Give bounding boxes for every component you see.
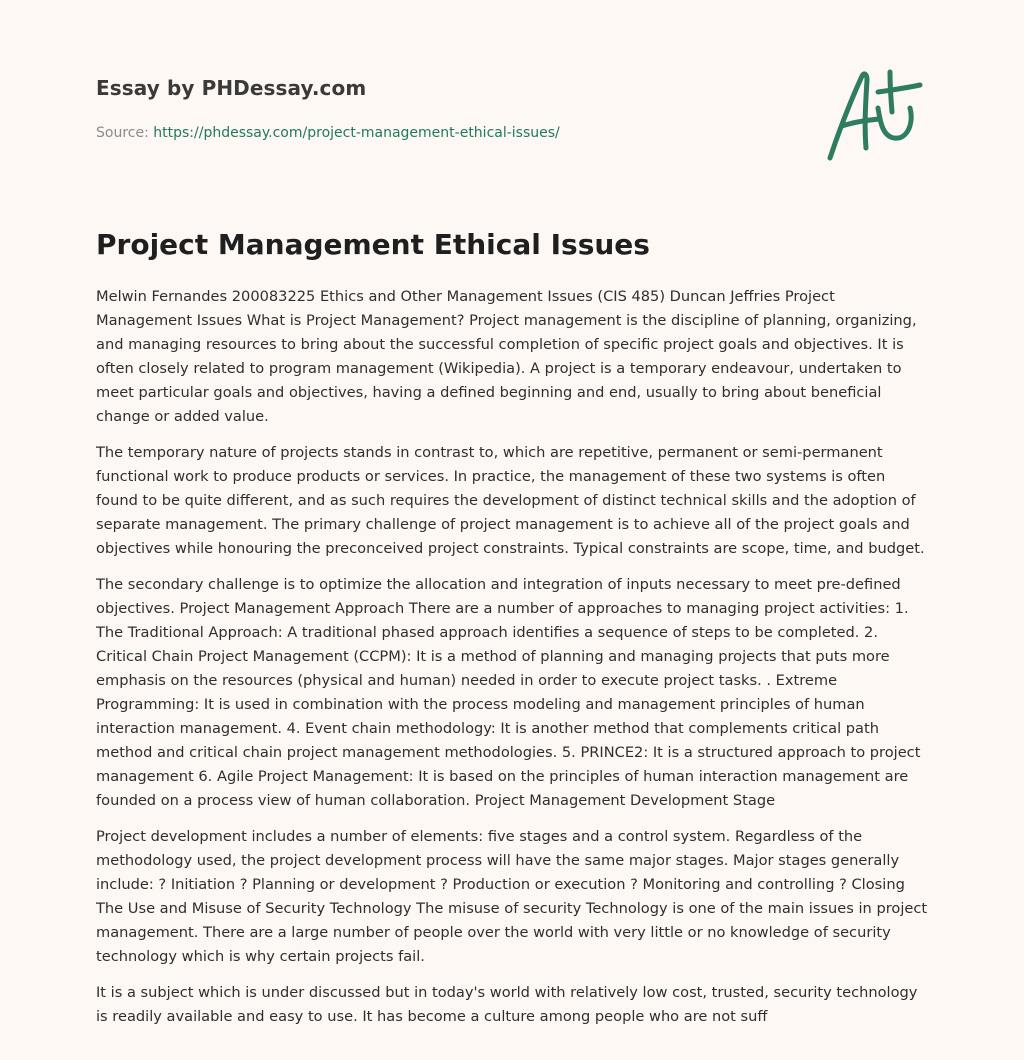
source-line	[96, 125, 560, 141]
essay-paragraph: The temporary nature of projects stands in contrast to, which are repetitive, permanent or semi-permanent functional work to produce products or services. In practice, the management of these two systems is often found to be quite different, and as such requires the development of distinct technical skills and the adoption of separate management. The primary challenge of project management is to achieve all of the project goals and objectives while honouring the preconceived project constraints. Typical constraints are scope, time, and budget.	[96, 444, 925, 557]
essay-paragraph: Project development includes a number of elements: five stages and a control system. Regardless of the methodology used, the project development process will have the same major stages. Major stages generally include: ? Initiation ? Planning or development ? Production or execution ? Monitoring and controlling ? Closing The Use and Misuse of Security Technology The misuse of security Technology is one of the main issues in project management. There are a large number of people over the world with very little or no knowledge of security technology which is why certain projects fail.	[96, 828, 928, 965]
essay-paragraph: The secondary challenge is to optimize the allocation and integration of inputs necessary to meet pre-defined objectives. Project Management Approach There are a number of approaches to managing project activities: 1. The Traditional Approach: A traditional phased approach identifies a sequence of steps to be completed. 2. Critical Chain Project Management (CCPM): It is a method of planning and managing projects that puts more emphasis on the resources (physical and human) needed in order to execute project tasks. . Extreme Programming: It is used in combination with the process modeling and management principles of human interaction management. 4. Event chain methodology: It is another method that complements critical path method and critical chain project management methodologies. 5. PRINCE2: It is a structured approach to project management 6. Agile Project Management: It is based on the principles of human interaction management are founded on a process view of human collaboration. Project Management Development Stage	[96, 576, 921, 809]
source-link[interactable]: https://phdessay.com/project-management-ethical-issues/	[153, 125, 560, 141]
essay-body	[96, 285, 928, 1055]
essay-paragraph: Melwin Fernandes 200083225 Ethics and Other Management Issues (CIS 485) Duncan Jeffries Project Management Issues What is Project Management? Project management is the discipline of planning, organizing, and managing resources to bring about the successful completion of specific project goals and objectives. It is often closely related to program management (Wikipedia). A project is a temporary endeavour, undertaken to meet particular goals and objectives, having a defined beginning and end, usually to bring about beneficial change or added value.	[96, 288, 917, 425]
source-label: Source:	[96, 125, 154, 141]
essay-paragraph: It is a subject which is under discussed but in today's world with relatively low cost, trusted, security technology is readily available and easy to use. It has become a culture among people who are not suff	[96, 984, 918, 1025]
essay-title: Project Management Ethical Issues	[96, 228, 650, 261]
a-plus-grade-logo	[820, 68, 928, 164]
site-brand: Essay by PHDessay.com	[96, 76, 367, 100]
